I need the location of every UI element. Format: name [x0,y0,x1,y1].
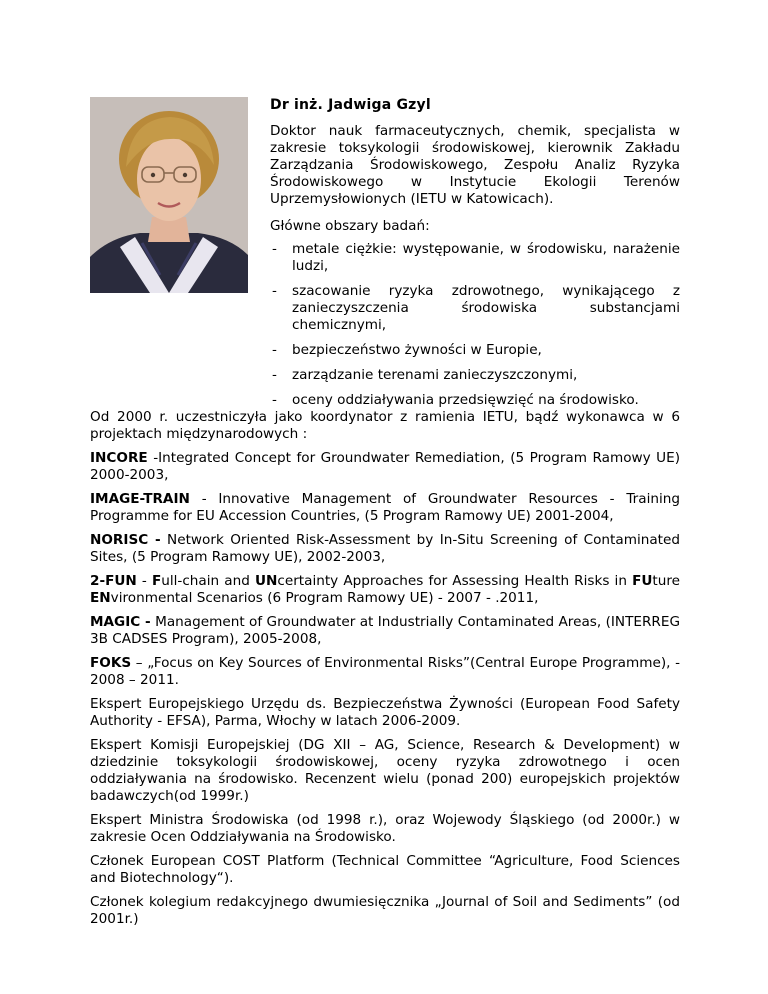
research-areas-list [270,241,680,409]
list-dash: - [272,283,277,299]
role-ministry: Ekspert Ministra Środowiska (od 1998 r.), oraz Wojewody Śląskiego (od 2000r.) w zakresie Ocen Oddziaływania na Środowisko. [90,812,680,845]
list-dash: - [272,342,277,358]
role-efsa: Ekspert Europejskiego Urzędu ds. Bezpieczeństwa Żywności (European Food Safety Authority - EFSA), Parma, Włochy w latach 2006-2009. [90,696,680,729]
role-cost-platform: Członek European COST Platform (Technical Committee “Agriculture, Food Sciences and Biotechnology“). [90,853,680,886]
list-item: - szacowanie ryzyka zdrowotnego, wynikającego z zanieczyszczenia środowiska substancjami chemicznymi, [272,283,680,333]
role-journal-board: Członek kolegium redakcyjnego dwumiesięcznika „Journal of Soil and Sediments” (od 2001r.) [90,894,680,927]
project-magic: MAGIC - Management of Groundwater at Industrially Contaminated Areas, (INTERREG 3B CADSES Program), 2005-2008, [90,614,680,647]
person-name: Dr inż. Jadwiga Gzyl [270,97,431,113]
profile-intro: Doktor nauk farmaceutycznych, chemik, specjalista w zakresie toksykologii środowiskowej, kierownik Zakładu Zarządzania Środowiskowego, Zespołu Analiz Ryzyka Środowiskowego w Instytucie Ekologii Terenów Uprzemysłowionych (IETU w Katowicach). [270,123,680,207]
list-item: - bezpieczeństwo żywności w Europie, [272,342,542,358]
project-foks: FOKS – „Focus on Key Sources of Environmental Risks”(Central Europe Programme), - 2008 – 2011. [90,655,680,688]
profile-header [270,97,680,417]
list-item: - zarządzanie terenami zanieczyszczonymi, [272,367,578,383]
list-item: - oceny oddziaływania przedsięwzięć na środowisko. [272,392,639,408]
list-dash: - [272,367,277,383]
research-areas-title: Główne obszary badań: [270,218,430,234]
list-dash: - [272,392,277,408]
project-norisc: NORISC - Network Oriented Risk-Assessment by In-Situ Screening of Contaminated Sites, (5 Program Ramowy UE), 2002-2003, [90,532,680,565]
portrait-illustration [90,97,248,293]
project-image-train: IMAGE-TRAIN - Innovative Management of Groundwater Resources - Training Programme for EU Accession Countries, (5 Program Ramowy UE) 2001-2004, [90,491,680,524]
portrait-photo [90,97,248,293]
role-european-commission: Ekspert Komisji Europejskiej (DG XII – AG, Science, Research & Development) w dziedzinie toksykologii środowiskowej, oceny ryzyka zdrowotnego i ocen oddziaływania na środowisko. Recenzent wielu (ponad 200) europejskich projektów badawczych(od 1999r.) [90,737,680,804]
list-dash: - [272,241,277,257]
document-body [90,409,680,935]
list-item: - metale ciężkie: występowanie, w środowisku, narażenie ludzi, [272,241,680,274]
projects-intro: Od 2000 r. uczestniczyła jako koordynator z ramienia IETU, bądź wykonawca w 6 projektach międzynarodowych : [90,409,680,442]
project-incore: INCORE -Integrated Concept for Groundwater Remediation, (5 Program Ramowy UE) 2000-2003, [90,450,680,483]
project-2fun: 2-FUN - Full-chain and UNcertainty Approaches for Assessing Health Risks in FUture ENvironmental Scenarios (6 Program Ramowy UE) - 2007 - .2011, [90,573,680,606]
